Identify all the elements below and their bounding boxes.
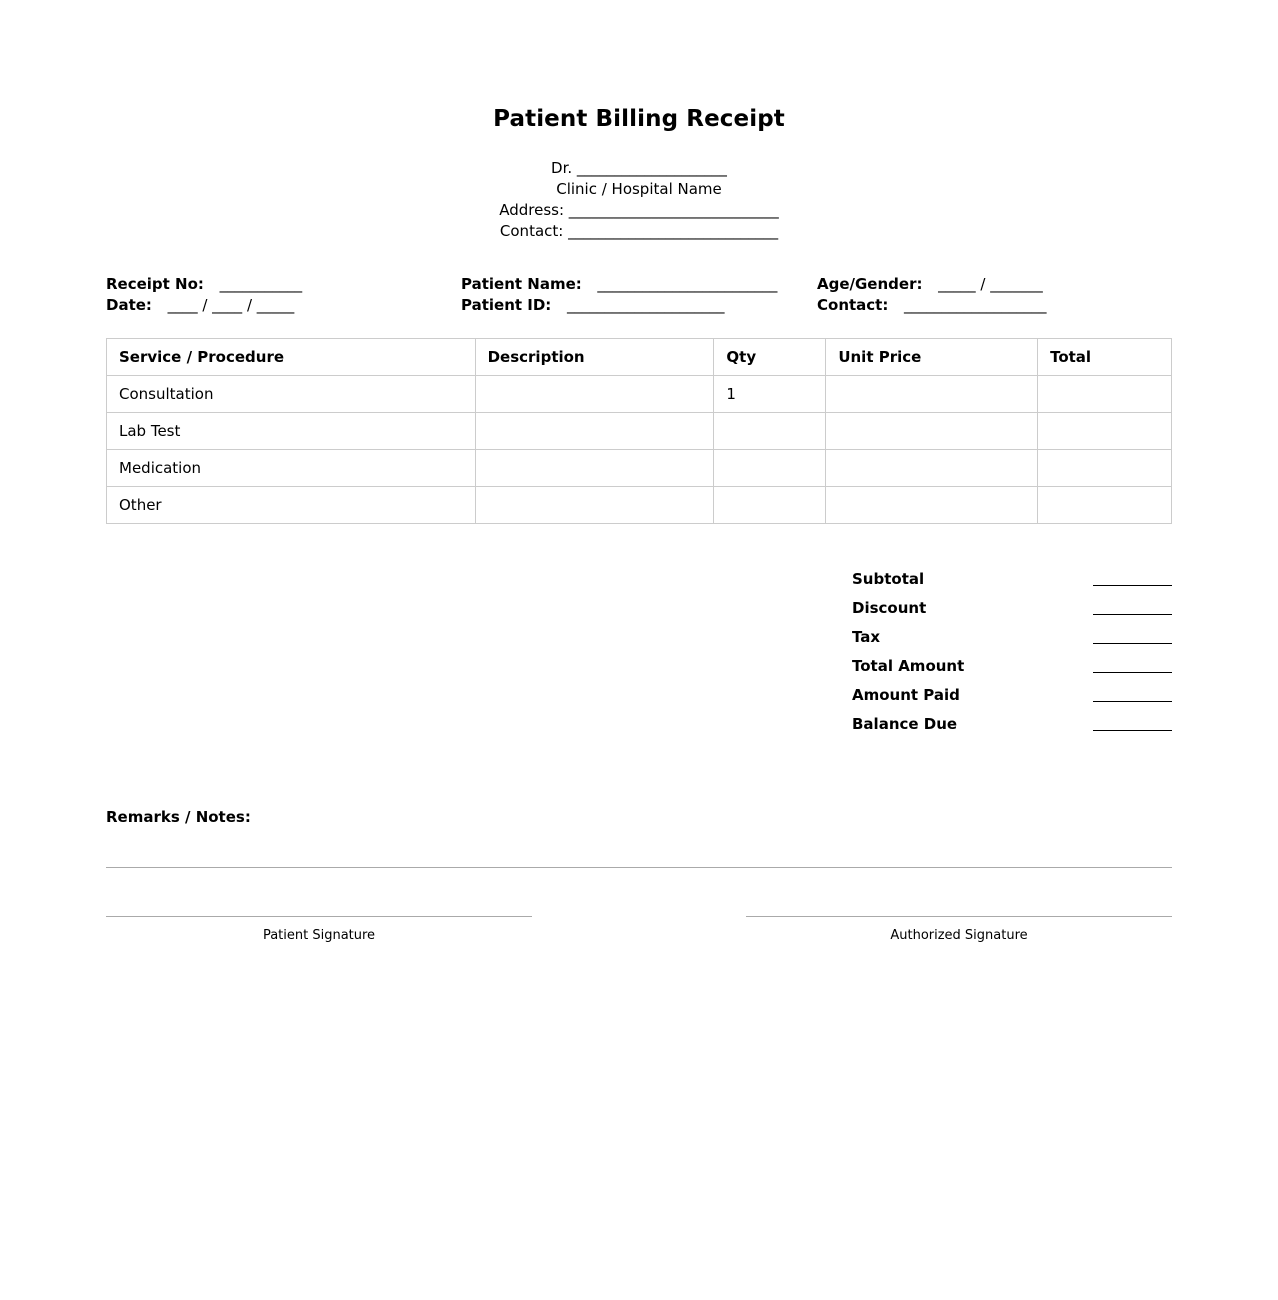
cell-total[interactable] [1038,413,1172,450]
cell-total[interactable] [1038,450,1172,487]
balance-due-field[interactable] [1093,730,1172,731]
patient-id-field[interactable]: _____________________ [566,296,725,314]
patient-id-label: Patient ID: [461,296,552,314]
total-amount-label: Total Amount [852,657,965,675]
cell-unit-price[interactable] [826,376,1038,413]
cell-qty[interactable] [714,413,826,450]
header-description: Description [475,339,714,376]
receipt-meta [106,274,1172,320]
patient-signature-caption: Patient Signature [262,928,376,943]
cell-service[interactable]: Lab Test [107,413,476,450]
subtotal-label: Subtotal [852,570,925,588]
patient-contact-row [817,295,1047,316]
summary-row-amount-paid [852,682,1172,711]
patient-signature-line[interactable] [106,916,532,917]
meta-column-demographics [817,274,1047,316]
cell-description[interactable] [475,450,714,487]
table-row [107,450,1172,487]
cell-qty[interactable]: 1 [714,376,826,413]
doctor-name-field[interactable]: Dr. ____________________ [551,159,727,177]
clinic-contact-field[interactable]: Contact: ____________________________ [499,222,779,240]
patient-id-row [461,295,777,316]
patient-contact-label: Contact: [817,296,889,314]
age-gender-field[interactable]: _____ / _______ [938,275,1043,293]
patient-contact-field[interactable]: ___________________ [904,296,1047,314]
table-row [107,413,1172,450]
amount-paid-label: Amount Paid [852,686,960,704]
table-row [107,376,1172,413]
patient-name-field[interactable]: ________________________ [597,275,778,293]
clinic-name: Clinic / Hospital Name [556,180,722,198]
cell-total[interactable] [1038,376,1172,413]
summary-row-total-amount [852,653,1172,682]
remarks-label: Remarks / Notes: [106,808,251,826]
age-gender-label: Age/Gender: [817,275,923,293]
amount-paid-field[interactable] [1093,701,1172,702]
cell-service[interactable]: Other [107,487,476,524]
tax-field[interactable] [1093,643,1172,644]
subtotal-field[interactable] [1093,585,1172,586]
cell-description[interactable] [475,376,714,413]
authorized-signature-block [746,916,1172,943]
summary-row-subtotal [852,566,1172,595]
cell-qty[interactable] [714,450,826,487]
cell-service[interactable]: Medication [107,450,476,487]
cell-service[interactable]: Consultation [107,376,476,413]
receipt-no-field[interactable]: ___________ [219,275,303,293]
header-unit-price: Unit Price [826,339,1038,376]
authorized-signature-line[interactable] [746,916,1172,917]
patient-name-row [461,274,777,295]
cell-total[interactable] [1038,487,1172,524]
patient-signature-block [106,916,532,943]
meta-column-patient [461,274,777,316]
cell-unit-price[interactable] [826,450,1038,487]
date-row [106,295,302,316]
services-table [106,338,1172,524]
date-field[interactable]: ____ / ____ / _____ [167,296,295,314]
balance-due-label: Balance Due [852,715,958,733]
tax-label: Tax [852,628,881,646]
header-qty: Qty [714,339,826,376]
cell-description[interactable] [475,487,714,524]
discount-field[interactable] [1093,614,1172,615]
totals-summary [852,566,1172,740]
summary-row-balance-due [852,711,1172,740]
cell-unit-price[interactable] [826,413,1038,450]
age-gender-row [817,274,1047,295]
header-total: Total [1038,339,1172,376]
cell-unit-price[interactable] [826,487,1038,524]
clinic-info [106,158,1172,242]
authorized-signature-caption: Authorized Signature [890,928,1028,943]
summary-row-tax [852,624,1172,653]
cell-description[interactable] [475,413,714,450]
meta-column-receipt [106,274,302,316]
receipt-no-label: Receipt No: [106,275,204,293]
page-title: Patient Billing Receipt [493,106,785,132]
total-amount-field[interactable] [1093,672,1172,673]
patient-name-label: Patient Name: [461,275,582,293]
table-header-row [107,339,1172,376]
table-row [107,487,1172,524]
header-service: Service / Procedure [107,339,476,376]
receipt-no-row [106,274,302,295]
discount-label: Discount [852,599,927,617]
remarks-field[interactable] [106,867,1172,868]
cell-qty[interactable] [714,487,826,524]
clinic-address-field[interactable]: Address: ____________________________ [499,201,779,219]
date-label: Date: [106,296,152,314]
summary-row-discount [852,595,1172,624]
